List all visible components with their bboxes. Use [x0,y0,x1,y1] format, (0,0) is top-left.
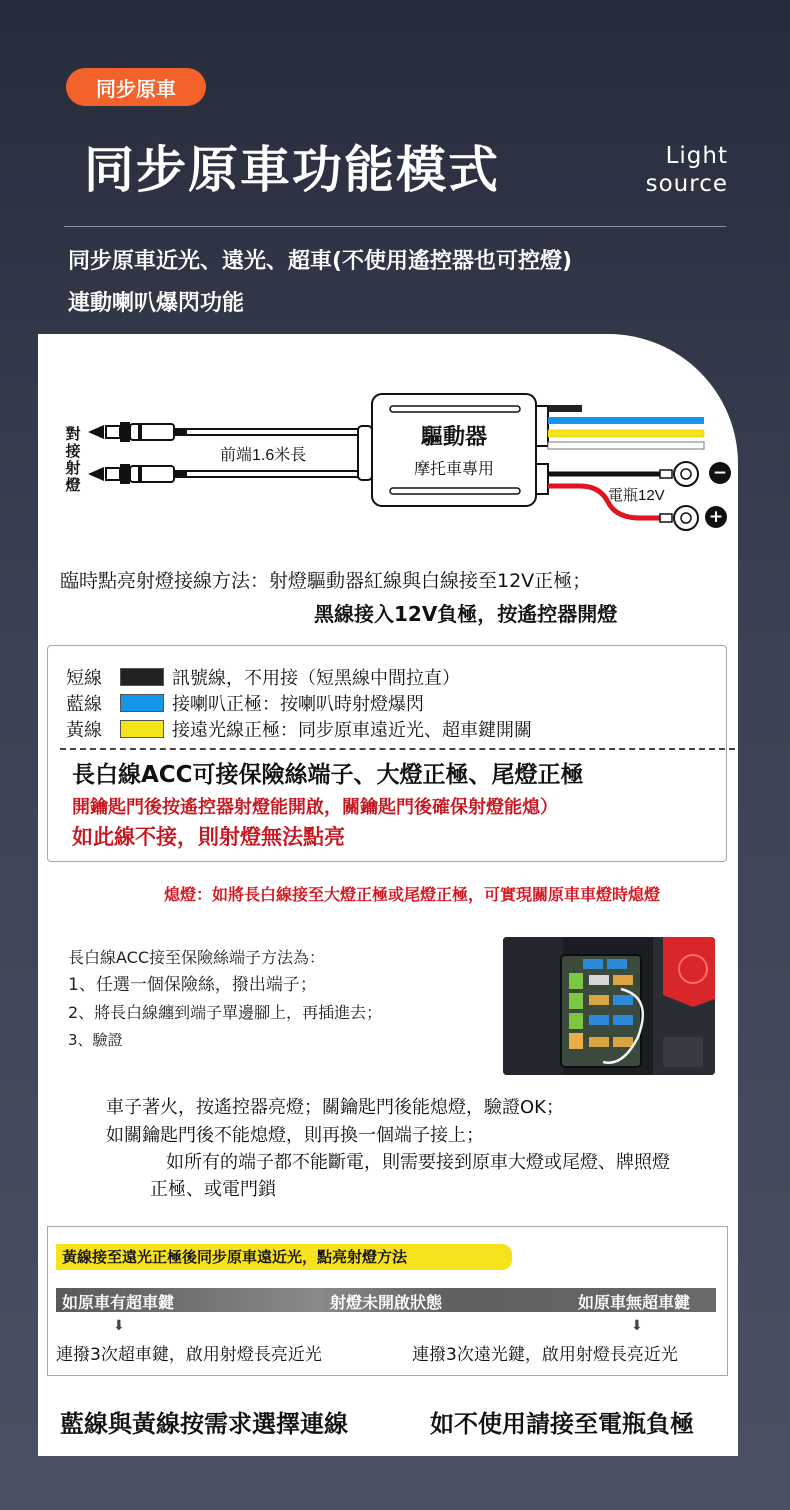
legend-row-short [66,664,460,690]
wire-white [548,442,704,449]
right-option-header: 如原車無超車鍵 [578,1293,691,1312]
legend-row-blue [66,690,424,716]
acc-title: 長白線ACC可接保險絲端子、大燈正極、尾燈正極 [72,762,584,788]
method-step-3: 3、驗證 [68,1031,123,1049]
cable-length-label: 前端1.6米長 [220,447,307,464]
high-beam-highlight: 黃線接至遠光正極後同步原車遠近光，點亮射燈方法 [56,1244,512,1270]
footer-left: 藍線與黃線按需求選擇連線 [60,1410,348,1438]
method-title: 長白線ACC接至保險絲端子方法為： [68,948,326,967]
fuse-box-photo [503,937,715,1075]
mode-badge: 同步原車 [66,68,206,106]
connector-top [106,422,186,442]
verify-line-1: 車子著火，按遙控器亮燈；關鑰匙門後能熄燈，驗證OK； [106,1097,564,1118]
page-title: 同步原車功能模式 [84,141,500,199]
extinguish-note: 熄燈：如將長白線接至大燈正極或尾燈正極，可實現關原車車燈時熄燈 [164,885,661,904]
down-arrow-icon: ⬇ [113,1318,125,1334]
svg-text:+: + [708,507,724,527]
footer-right: 如不使用請接至電瓶負極 [430,1410,694,1438]
wire-short-black [548,405,582,412]
color-swatch-blue [120,694,164,712]
wire-blue [548,417,704,424]
down-arrow-icon: ⬇ [631,1318,643,1334]
terminal-positive [660,506,698,530]
acc-note-1: 開鑰匙門後按遙控器射燈能開啟，關鑰匙門後確保射燈能熄） [72,797,558,818]
verify-line-3: 如所有的端子都不能斷電，則需要接到原車大燈或尾燈、牌照燈 [166,1152,670,1173]
legend-desc: 接喇叭正極：按喇叭時射燈爆閃 [172,694,424,715]
driver-title: 驅動器 [420,424,488,449]
terminal-negative [660,462,698,486]
left-option-text: 連撥3次超車鍵，啟用射燈長亮近光 [56,1345,322,1365]
cable-junction [358,426,372,480]
legend-desc: 接遠光線正極：同步原車遠近光、超車鍵開關 [172,720,532,741]
method-step-2: 2、將長白線纏到端子單邊腳上，再插進去； [68,1003,383,1022]
color-swatch-yellow [120,720,164,738]
verify-line-2: 如關鑰匙門後不能熄燈，則再換一個端子接上； [106,1125,484,1146]
wire-yellow [548,430,704,437]
svg-text:−: − [712,463,728,483]
cable-bottom [186,471,360,477]
right-option-text: 連撥3次遠光鍵，啟用射燈長亮近光 [412,1345,678,1365]
legend-label: 藍線 [66,694,102,715]
arrow-left-top [88,425,104,439]
legend-row-yellow [66,716,532,742]
light-source-line1: Light [665,143,728,169]
temp-wiring-instruction: 臨時點亮射燈接線方法：射燈驅動器紅線與白線接至12V正極； [60,570,592,592]
legend-desc: 訊號線，不用接（短黑線中間拉直） [172,668,460,689]
header-divider [64,226,726,227]
legend-divider [60,748,735,750]
left-option-header: 如原車有超車鍵 [62,1293,175,1312]
color-swatch-black [120,668,164,686]
method-step-1: 1、任選一個保險絲，撥出端子； [68,975,317,995]
subtitle-line1: 同步原車近光、遠光、超車(不使用遙控器也可控燈) [68,249,573,274]
verify-line-4: 正極、或電門鎖 [150,1179,276,1200]
center-option-header: 射燈未開啟狀態 [330,1293,443,1312]
subtitle-line2: 連動喇叭爆閃功能 [68,291,245,316]
arrow-left-bottom [88,467,104,481]
driver-subtitle: 摩托車專用 [413,461,495,478]
light-source-label [646,142,728,198]
connector-bottom [106,464,186,484]
legend-label: 黃線 [66,720,102,741]
light-source-line2: source [645,171,728,197]
wiring-diagram [60,380,740,540]
battery-label: 電瓶12V [608,487,665,504]
legend-label: 短線 [66,668,102,689]
cable-top [186,429,360,435]
acc-note-2: 如此線不接，則射燈無法點亮 [72,825,345,849]
side-label: 對接射燈 [63,426,81,494]
temp-wiring-instruction-2: 黑線接入12V負極，按遙控器開燈 [314,602,618,626]
